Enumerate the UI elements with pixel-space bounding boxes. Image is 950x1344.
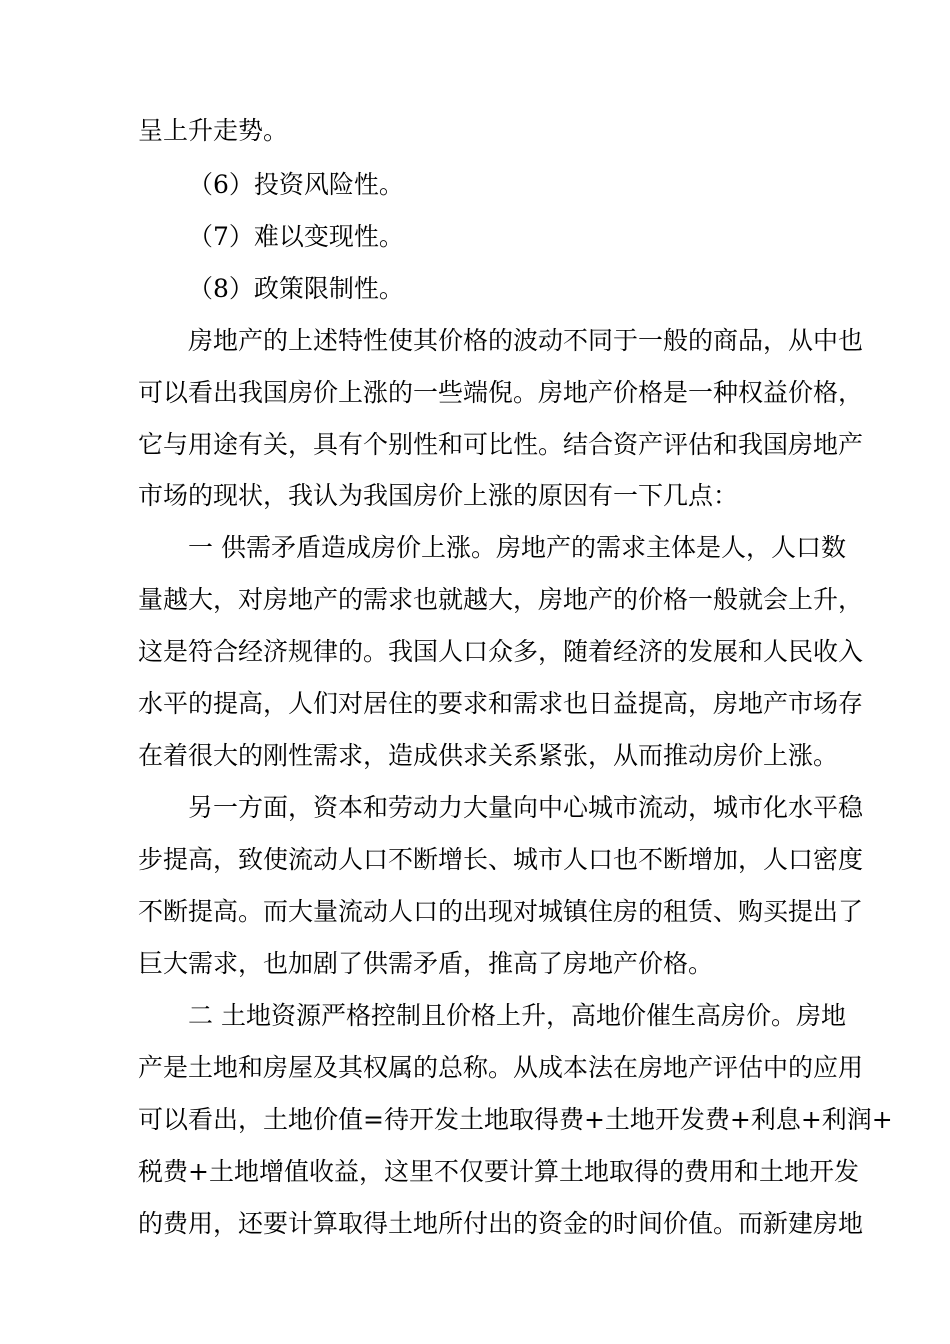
list-item: （6）投资风险性。 — [188, 170, 404, 199]
paragraph-line: 可以看出我国房价上涨的一些端倪。房地产价格是一种权益价格， — [138, 378, 864, 407]
paragraph-line: 市场的现状，我认为我国房价上涨的原因有一下几点： — [138, 481, 739, 510]
paragraph-line: 产是土地和房屋及其权属的总称。从成本法在房地产评估中的应用 — [138, 1053, 864, 1082]
paragraph-line: 巨大需求，也加剧了供需矛盾，推高了房地产价格。 — [138, 949, 714, 978]
text-line: 呈上升走势。 — [138, 116, 289, 145]
list-item: （7）难以变现性。 — [188, 222, 404, 251]
paragraph-line: 在着很大的刚性需求，造成供求关系紧张，从而推动房价上涨。 — [138, 741, 839, 770]
paragraph-line: 步提高，致使流动人口不断增长、城市人口也不断增加，人口密度 — [138, 845, 864, 874]
paragraph-line: 不断提高。而大量流动人口的出现对城镇住房的租赁、购买提出了 — [138, 897, 864, 926]
paragraph-line: 的费用，还要计算取得土地所付出的资金的时间价值。而新建房地 — [138, 1209, 864, 1238]
paragraph-line: 量越大，对房地产的需求也就越大，房地产的价格一般就会上升， — [138, 585, 864, 614]
section-heading-line: 一 供需矛盾造成房价上涨。房地产的需求主体是人，人口数 — [188, 533, 846, 562]
paragraph-line: 水平的提高，人们对居住的要求和需求也日益提高，房地产市场存 — [138, 689, 864, 718]
paragraph-line: 这是符合经济规律的。我国人口众多，随着经济的发展和人民收入 — [138, 637, 864, 666]
paragraph-line: 它与用途有关，具有个别性和可比性。结合资产评估和我国房地产 — [138, 430, 864, 459]
section-heading-line: 二 土地资源严格控制且价格上升，高地价催生高房价。房地 — [188, 1001, 846, 1030]
paragraph-line: 税费+土地增值收益，这里不仅要计算土地取得的费用和土地开发 — [138, 1157, 859, 1186]
paragraph-line: 另一方面，资本和劳动力大量向中心城市流动，城市化水平稳 — [188, 793, 864, 822]
paragraph-line: 房地产的上述特性使其价格的波动不同于一般的商品，从中也 — [188, 326, 864, 355]
paragraph-line: 可以看出，土地价值=待开发土地取得费+土地开发费+利息+利润+ — [138, 1105, 893, 1134]
list-item: （8）政策限制性。 — [188, 274, 404, 303]
